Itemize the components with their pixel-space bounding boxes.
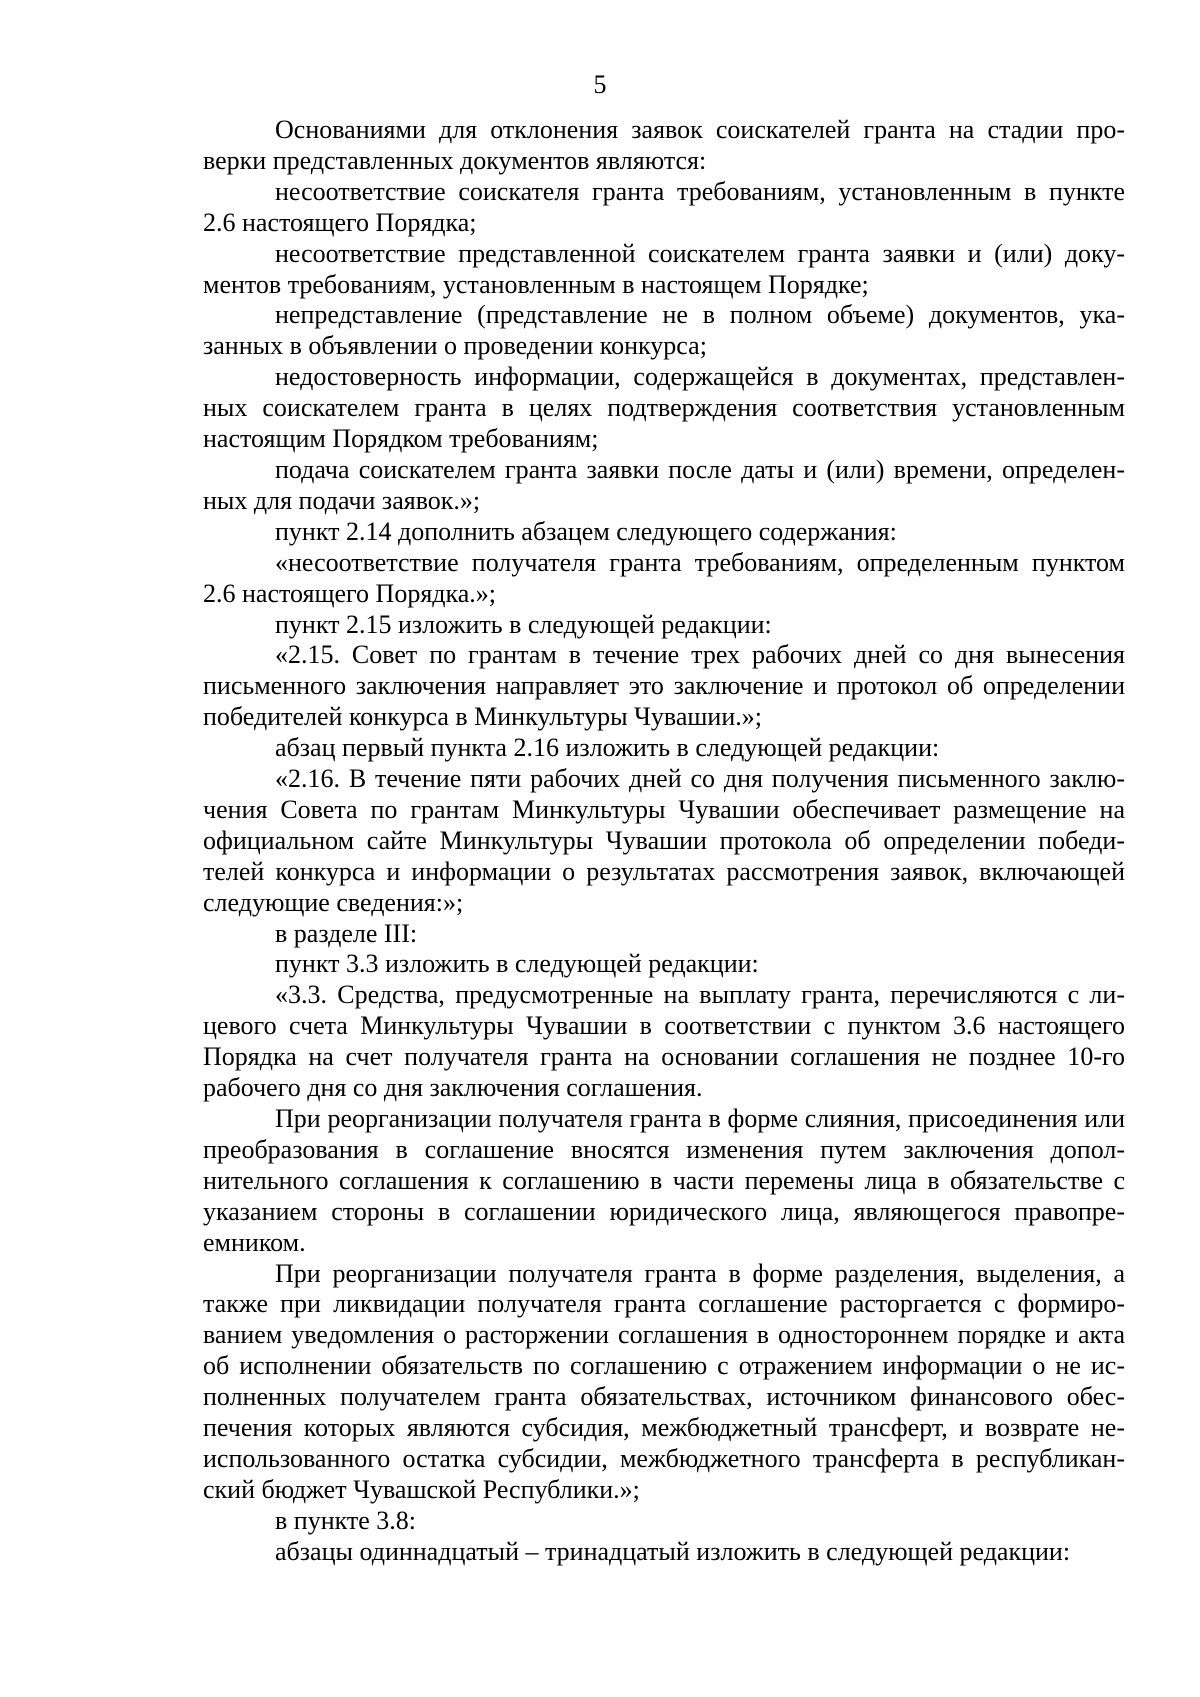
paragraph: «2.15. Совет по грантам в течение трех рабочих дней со дня вынесения письменного заключения направляет это заключение и протокол об определении победителей конкурса в Минкультуры Чувашии.»; — [203, 640, 1125, 732]
paragraph: При реорганизации получателя гранта в форме слияния, присоединения или преобразования в соглашение вносятся изменения путем заключения дополнительного соглашения к соглашению в части перемены лица в обязательстве с указанием стороны в соглашении юридического лица, являющегося правопреемником. — [203, 1104, 1125, 1257]
paragraph: Основаниями для отклонения заявок соискателей гранта на стадии проверки представленных документов являются: — [203, 115, 1125, 175]
paragraph: пункт 2.15 изложить в следующей редакции: — [275, 609, 772, 639]
paragraph: непредставление (представление не в полном объеме) документов, указанных в объявлении о проведении конкурса; — [203, 300, 1125, 361]
document-body — [203, 115, 1125, 1568]
paragraph: «2.16. В течение пяти рабочих дней со дня получения письменного заключения Совета по грантам Минкультуры Чувашии обеспечивает размещение на официальном сайте Минкультуры Чувашии протокола об определении победителей конкурса и информации о результатах рассмотрения заявок, включающей следующие сведения:»; — [203, 764, 1125, 917]
paragraph: в разделе III: — [275, 918, 418, 948]
paragraph: пункт 3.3 изложить в следующей редакции: — [275, 949, 759, 979]
paragraph: в пункте 3.8: — [275, 1505, 417, 1535]
paragraph: абзац первый пункта 2.16 изложить в следующей редакции: — [275, 733, 940, 763]
paragraph: несоответствие представленной соискателем гранта заявки и (или) документов требованиям, установленным в настоящем Порядке; — [203, 238, 1125, 299]
paragraph: При реорганизации получателя гранта в форме разделения, выделения, а также при ликвидации получателя гранта соглашение расторгается с формированием уведомления о расторжении соглашения в одностороннем порядке и акта об исполнении обязательств по соглашению с отражением информации о не исполненных получателем гранта обязательствах, источником финансового обеспечения которых являются субсидия, межбюджетный трансферт, и возврате неиспользованного остатка субсидии, межбюджетного трансферта в республиканский бюджет Чувашской Республики.»; — [203, 1258, 1125, 1504]
paragraph: несоответствие соискателя гранта требованиям, установленным в пункте 2.6 настоящего Порядка; — [203, 176, 1125, 237]
paragraph: «3.3. Средства, предусмотренные на выплату гранта, перечисляются с лицевого счета Минкультуры Чувашии в соответствии с пунктом 3.6 настоящего Порядка на счет получателя гранта на основании соглашения не позднее 10-го рабочего дня со дня заключения соглашения. — [203, 980, 1125, 1103]
paragraph: недостоверность информации, содержащейся в документах, представленных соискателем гранта в целях подтверждения соответствия установленным настоящим Порядком требованиям; — [203, 362, 1125, 454]
paragraph: подача соискателем гранта заявки после даты и (или) времени, определенных для подачи заявок.»; — [203, 454, 1125, 515]
paragraph: пункт 2.14 дополнить абзацем следующего содержания: — [275, 516, 897, 546]
page-number: 5 — [593, 70, 607, 99]
paragraph: абзацы одиннадцатый – тринадцатый изложить в следующей редакции: — [275, 1536, 1071, 1566]
paragraph: «несоответствие получателя гранта требованиям, определенным пунктом 2.6 настоящего Порядка.»; — [203, 547, 1125, 608]
